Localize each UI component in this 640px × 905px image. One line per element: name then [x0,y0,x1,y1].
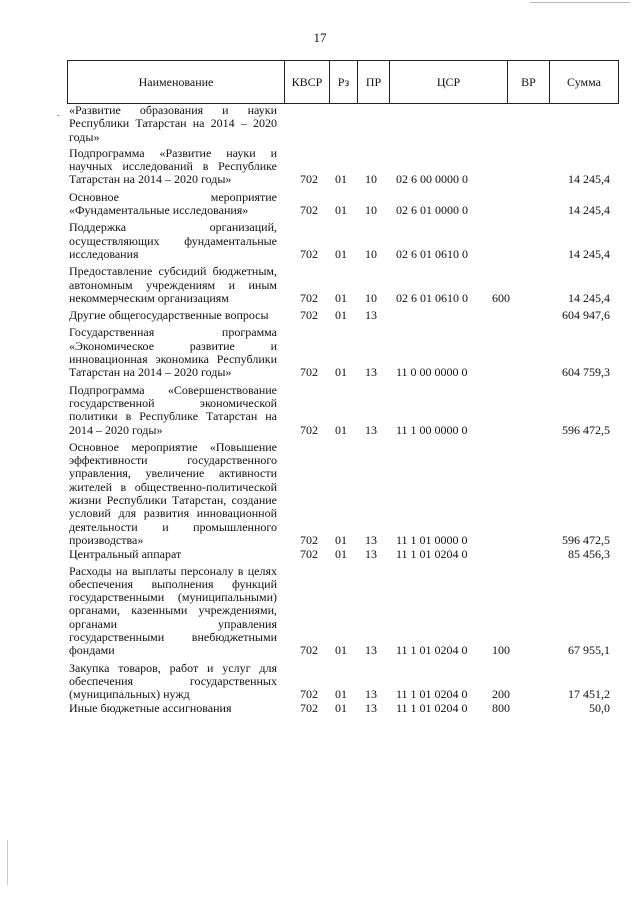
row-csr: 11 1 00 0000 0 [396,422,468,437]
row-rz: 01 [335,290,347,305]
row-csr: 11 1 01 0204 0 [396,547,468,562]
row-sum: 14 245,4 [568,290,610,305]
table-row [0,104,640,144]
row-kvsr: 702 [300,365,318,380]
row-rz: 01 [335,701,347,716]
row-name: Поддержка организаций, осуществляющих фундаментальные исследования [69,220,277,261]
row-csr: 11 0 00 0000 0 [396,365,468,380]
row-name: Подпрограмма «Совершенствование государственной экономической политики в Республике Татарстан на 2014 – 2020 годы» [69,382,277,437]
row-csr: 02 6 01 0000 0 [396,203,468,218]
row-pr: 13 [365,547,377,562]
row-sum: 596 472,5 [562,422,610,437]
table-row [0,265,640,305]
row-kvsr: 702 [300,701,318,716]
row-vr: 200 [492,687,510,702]
row-rz: 01 [335,203,347,218]
table-header [67,60,619,104]
row-sum: 14 245,4 [568,246,610,261]
header-name: Наименование [68,61,285,103]
table-row [0,191,640,218]
row-rz: 01 [335,365,347,380]
row-name: Центральный аппарат [69,547,182,562]
row-name: Другие общегосударственные вопросы [69,308,269,323]
header-vr: ВР [508,61,550,103]
scan-dot: . [57,108,60,118]
header-sum: Сумма [567,75,601,89]
header-kvsr: КВСР [285,61,330,103]
row-kvsr: 702 [300,308,318,323]
row-vr: 100 [492,643,510,658]
row-sum: 14 245,4 [568,172,610,187]
row-sum: 604 947,6 [562,308,610,323]
row-kvsr: 702 [300,422,318,437]
row-sum: 17 451,2 [568,687,610,702]
table-row [0,565,640,658]
table-row [0,702,640,715]
table-row [0,548,640,561]
row-kvsr: 702 [300,246,318,261]
scan-edge-line [530,2,630,3]
row-rz: 01 [335,687,347,702]
row-kvsr: 702 [300,203,318,218]
row-sum: 14 245,4 [568,203,610,218]
row-name: «Развитие образования и науки Республики Татарстан на 2014 – 2020 годы» [69,103,277,144]
row-pr: 10 [365,203,377,218]
row-pr: 13 [365,687,377,702]
row-name: Закупка товаров, работ и услуг для обеспечения государственных (муниципальных) нужд [69,660,277,702]
row-kvsr: 702 [300,643,318,658]
scan-edge-line [7,840,8,885]
row-csr: 11 1 01 0000 0 [396,532,468,547]
row-kvsr: 702 [300,547,318,562]
table-row [0,384,640,437]
row-rz: 01 [335,547,347,562]
row-csr: 02 6 00 0000 0 [396,172,468,187]
table-row [0,326,640,379]
row-pr: 10 [365,172,377,187]
row-rz: 01 [335,172,347,187]
row-sum: 85 456,3 [568,547,610,562]
row-sum: 67 955,1 [568,643,610,658]
header-csr: ЦСР [390,61,508,103]
row-pr: 13 [365,365,377,380]
row-rz: 01 [335,643,347,658]
table-row [0,662,640,702]
row-pr: 13 [365,308,377,323]
row-name: Иные бюджетные ассигнования [69,701,232,716]
row-kvsr: 702 [300,172,318,187]
row-pr: 13 [365,532,377,547]
row-csr: 11 1 01 0204 0 [396,687,468,702]
row-sum: 604 759,3 [562,365,610,380]
row-name: Подпрограмма «Развитие науки и научных исследований в Республике Татарстан на 2014 – 2020 годы» [69,145,277,187]
row-vr: 800 [492,701,510,716]
page-number: 17 [313,30,327,45]
header-pr: ПР [358,61,390,103]
row-pr: 10 [365,290,377,305]
row-sum: 596 472,5 [562,532,610,547]
row-pr: 10 [365,246,377,261]
row-kvsr: 702 [300,532,318,547]
row-kvsr: 702 [300,687,318,702]
row-name: Расходы на выплаты персоналу в целях обеспечения выполнения функций государственными (муниципальными) органами, казенными учреждениями, органами управления государственными внебюджетными фондами [69,563,277,658]
row-name: Основное мероприятие «Фундаментальные исследования» [69,189,277,218]
table-body [0,104,640,716]
row-rz: 01 [335,308,347,323]
row-csr: 11 1 01 0204 0 [396,701,468,716]
header-rz: Рз [330,61,358,103]
row-vr: 600 [492,290,510,305]
row-name: Основное мероприятие «Повышение эффективности государственного управления, увеличение активности жителей в общественно-политической жизни Республики Татарстан, создание условий для развития инновационной деятельности и промышленного производства» [69,439,277,547]
row-rz: 01 [335,422,347,437]
row-pr: 13 [365,701,377,716]
row-rz: 01 [335,246,347,261]
table-row [0,441,640,547]
row-rz: 01 [335,532,347,547]
row-pr: 13 [365,643,377,658]
table-row [0,147,640,187]
row-csr: 02 6 01 0610 0 [396,290,468,305]
table-row [0,309,640,322]
row-kvsr: 702 [300,290,318,305]
row-name: Предоставление субсидий бюджетным, автономным учреждениям и иным некоммерческим организациям [69,264,277,305]
table-row [0,221,640,261]
row-pr: 13 [365,422,377,437]
row-sum: 50,0 [589,701,610,716]
row-name: Государственная программа «Экономическое развитие и инновационная экономика Республики Татарстан на 2014 – 2020 годы» [69,325,277,380]
row-csr: 02 6 01 0610 0 [396,246,468,261]
row-csr: 11 1 01 0204 0 [396,643,468,658]
